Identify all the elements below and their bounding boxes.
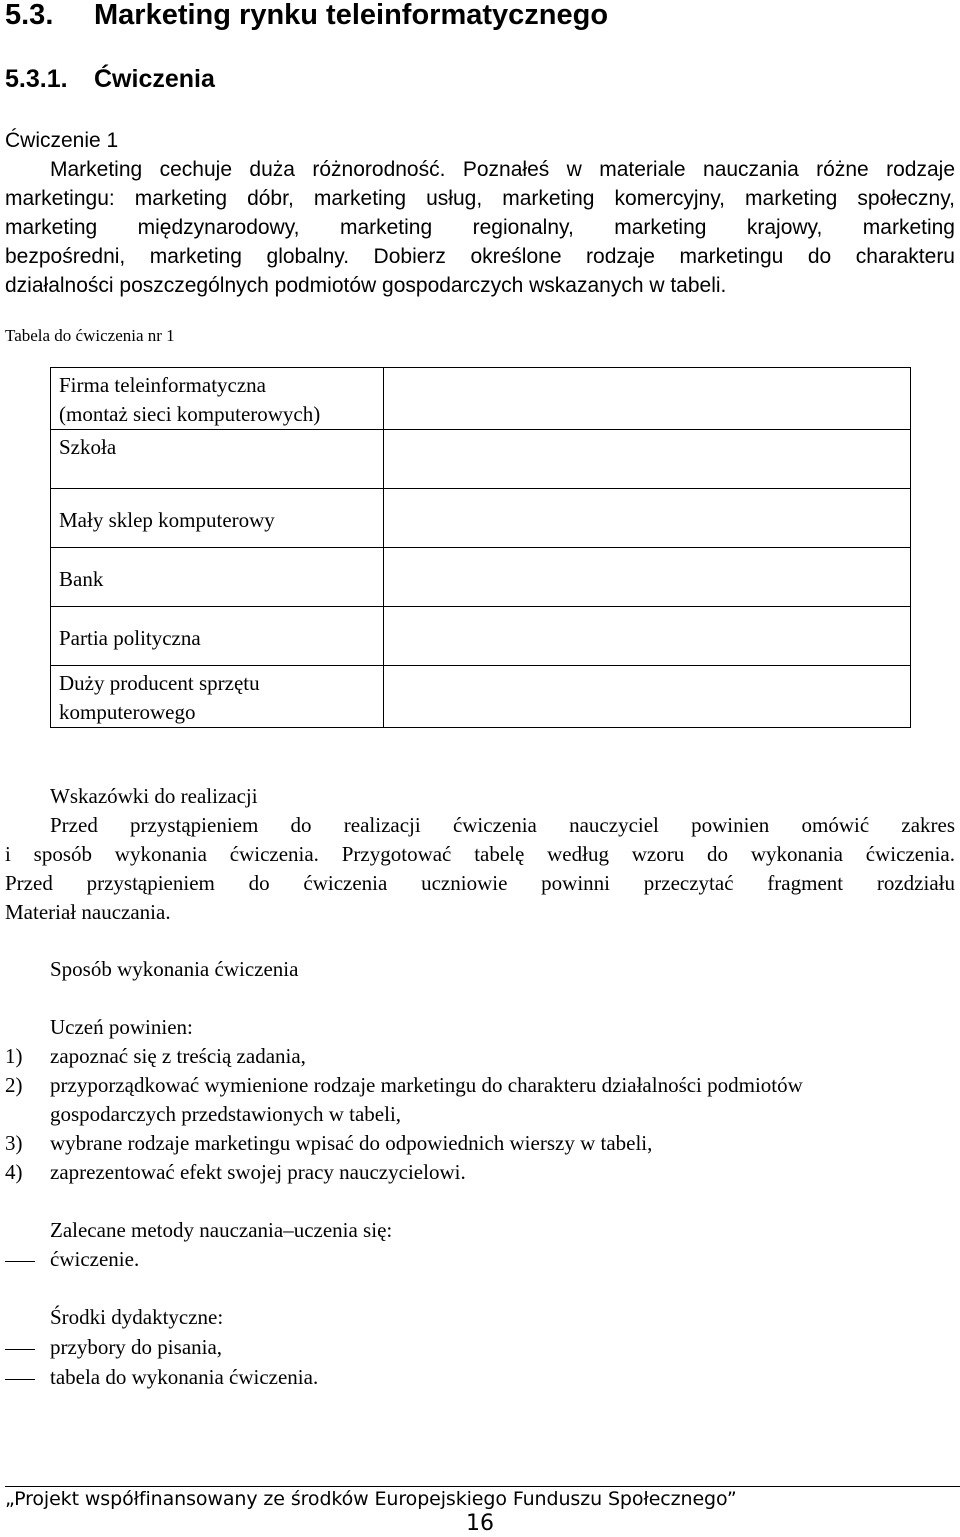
step-number-1: 1) xyxy=(5,1044,23,1068)
page-number: 16 xyxy=(466,1511,494,1536)
table-row xyxy=(51,666,911,728)
table-row xyxy=(51,489,911,548)
section-number: 5.3. xyxy=(5,0,54,31)
exercise-table xyxy=(50,367,911,728)
method-heading: Sposób wykonania ćwiczenia xyxy=(50,957,299,981)
step-text-2: przyporządkować wymienione rodzaje marketingu do charakteru działalności podmiotów xyxy=(50,1073,803,1097)
table-cell-answer[interactable] xyxy=(384,368,911,430)
table-row xyxy=(51,548,911,607)
table-cell-answer[interactable] xyxy=(384,430,911,489)
table-row xyxy=(51,368,911,430)
subsection-title: Ćwiczenia xyxy=(94,65,215,93)
dash-bullet-icon xyxy=(5,1261,35,1262)
aids-heading: Środki dydaktyczne: xyxy=(50,1305,224,1329)
step-number-3: 3) xyxy=(5,1131,23,1155)
step-text-3: wybrane rodzaje marketingu wpisać do odpowiednich wierszy w tabeli, xyxy=(50,1131,653,1155)
aids-item-1: przybory do pisania, xyxy=(50,1335,223,1359)
table-caption: Tabela do ćwiczenia nr 1 xyxy=(5,326,175,345)
intro-line-5: działalności poszczególnych podmiotów gospodarczych wskazanych w tabeli. xyxy=(5,274,727,297)
table-cell-entity: Bank xyxy=(51,548,384,607)
step-text-4: zaprezentować efekt swojej pracy nauczycielowi. xyxy=(50,1160,466,1184)
table-cell-answer[interactable] xyxy=(384,489,911,548)
aids-item-2: tabela do wykonania ćwiczenia. xyxy=(50,1365,319,1389)
hints-line-4: Materiał nauczania. xyxy=(5,900,171,924)
step-number-2: 2) xyxy=(5,1073,23,1097)
methods-item-1: ćwiczenie. xyxy=(50,1247,140,1271)
hints-line-1: Przed przystąpieniem do realizacji ćwiczenia nauczyciel powinien omówić zakres xyxy=(50,813,955,837)
footer-text: „Projekt współfinansowany ze środków Europejskiego Funduszu Społecznego” xyxy=(5,1488,737,1510)
section-title: Marketing rynku teleinformatycznego xyxy=(94,0,609,31)
table-cell-entity: Duży producent sprzętu komputerowego xyxy=(51,666,384,728)
hints-heading: Wskazówki do realizacji xyxy=(50,784,258,808)
exercise-title: Ćwiczenie 1 xyxy=(5,129,119,152)
table-cell-entity: Szkoła xyxy=(51,430,384,489)
intro-line-3: marketing międzynarodowy, marketing regionalny, marketing krajowy, marketing xyxy=(5,216,955,239)
table-row xyxy=(51,607,911,666)
step-text-2-cont: gospodarczych przedstawionych w tabeli, xyxy=(50,1102,402,1126)
table-row xyxy=(51,430,911,489)
subsection-number: 5.3.1. xyxy=(5,65,68,93)
table-cell-answer[interactable] xyxy=(384,666,911,728)
dash-bullet-icon xyxy=(5,1379,35,1380)
intro-line-4: bezpośredni, marketing globalny. Dobierz określone rodzaje marketingu do charakteru xyxy=(5,245,955,268)
table-cell-entity: Mały sklep komputerowy xyxy=(51,489,384,548)
table-cell-entity: Firma teleinformatyczna (montaż sieci komputerowych) xyxy=(51,368,384,430)
table-cell-answer[interactable] xyxy=(384,548,911,607)
hints-line-2: i sposób wykonania ćwiczenia. Przygotować tabelę według wzoru do wykonania ćwiczenia. xyxy=(5,842,955,866)
intro-line-1: Marketing cechuje duża różnorodność. Poznałeś w materiale nauczania różne rodzaje xyxy=(50,158,955,181)
student-heading: Uczeń powinien: xyxy=(50,1015,193,1039)
footer-rule xyxy=(5,1486,960,1487)
table-cell-entity: Partia polityczna xyxy=(51,607,384,666)
methods-heading: Zalecane metody nauczania–uczenia się: xyxy=(50,1218,393,1242)
intro-line-2: marketingu: marketing dóbr, marketing usług, marketing komercyjny, marketing społeczny, xyxy=(5,187,955,210)
step-text-1: zapoznać się z treścią zadania, xyxy=(50,1044,306,1068)
step-number-4: 4) xyxy=(5,1160,23,1184)
dash-bullet-icon xyxy=(5,1349,35,1350)
hints-line-3: Przed przystąpieniem do ćwiczenia uczniowie powinni przeczytać fragment rozdziału xyxy=(5,871,955,895)
table-cell-answer[interactable] xyxy=(384,607,911,666)
